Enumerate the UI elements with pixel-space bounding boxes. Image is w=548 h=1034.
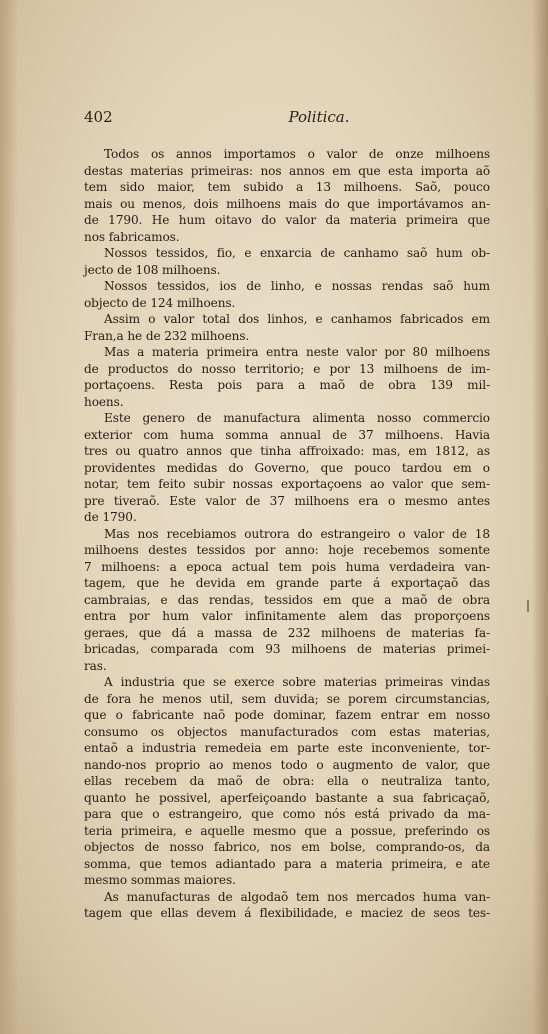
text-line: nando-nos proprio ao menos todo o augmento de valor, que [84,757,490,772]
text-line: 7 milhoens: a epoca actual tem pois huma verdadeira van- [84,559,490,574]
text-line: de 1790. [84,510,137,524]
page-number: 402 [84,108,113,126]
text-line: Nossos tessidos, fio, e enxarcia de canhamo saõ hum ob- [104,246,490,260]
text-line: teria primeira, e aquelle mesmo que a possue, preferindo os [84,823,490,838]
text-line: pre tiveraõ. Este valor de 37 milhoens era o mesmo antes [84,493,490,508]
text-line: de productos do nosso territorio; e por 13 milhoens de im- [84,361,490,376]
text-line: objectos de nosso fabrico, nos em bolse, comprando-os, da [84,840,490,854]
text-line: notar, tem feito subir nossas exportaçoens ao valor que sem- [84,477,490,491]
page-shadow-left [0,0,18,1034]
text-line: A industria que se exerce sobre materias primeiras vindas [104,675,490,689]
margin-mark [527,600,529,612]
text-line: de fora he menos util, sem duvida; se porem circumstancias, [84,691,490,706]
text-line: ellas recebem da maõ de obra: ella o neutraliza tanto, [84,774,490,788]
text-line: geraes, que dá a massa de 232 milhoens de materias fa- [84,625,490,640]
page-header [84,108,494,130]
text-line: jecto de 108 milhoens. [84,262,221,277]
text-line: tres ou quatro annos que tinha affroixado: mas, em 1812, as [84,444,490,458]
text-line: Assim o valor total dos linhos, e canhamos fabricados em [104,312,490,326]
text-line: tagem que ellas devem á flexibilidade, e maciez de seos tes- [84,906,490,920]
text-line: exterior com huma somma annual de 37 milhoens. Havia [84,427,490,442]
text-line: consumo os objectos manufacturados com estas materias, [84,724,490,739]
text-line: nos fabricamos. [84,229,180,244]
text-line: de 1790. He hum oitavo do valor da materia primeira que [84,213,490,227]
text-line: tagem, que he devida em grande parte á exportaçaõ das [84,576,490,590]
body-text [84,146,490,922]
text-line: Fran,a he de 232 milhoens. [84,328,250,343]
text-line: mesmo sommas maiores. [84,873,236,887]
text-line: cambraias, e das rendas, tessidos em que a maõ de obra [84,592,490,607]
text-line: para que o estrangeiro, que como nós está privado da ma- [84,807,490,821]
text-line: Nossos tessidos, ios de linho, e nossas rendas saõ hum [104,279,490,293]
page-shadow-right [532,0,548,1034]
text-line: Este genero de manufactura alimenta nosso commercio [104,411,490,425]
text-line: hoens. [84,394,124,409]
text-line: que o fabricante naõ pode dominar, fazem entrar em nosso [84,708,490,722]
text-line: As manufacturas de algodaõ tem nos mercados huma van- [104,889,490,904]
running-title: Politica. [288,108,350,126]
text-line: entaõ a industria remedeia em parte este inconveniente, tor- [84,741,490,755]
text-line: mais ou menos, dois milhoens mais do que importávamos an- [84,196,490,211]
text-line: Mas a materia primeira entra neste valor por 80 milhoens [104,345,490,359]
text-line: milhoens destes tessidos por anno: hoje recebemos somente [84,543,490,557]
text-line: providentes medidas do Governo, que pouco tardou em o [84,460,490,475]
text-line: objecto de 124 milhoens. [84,295,236,310]
text-line: Todos os annos importamos o valor de onze milhoens [104,147,490,161]
text-line: Mas nos recebiamos outrora do estrangeiro o valor de 18 [104,526,490,541]
text-line: entra por hum valor infinitamente alem das proporçoens [84,609,490,623]
text-line: destas materias primeiras: nos annos em que esta importa aõ [84,163,490,178]
text-line: somma, que temos adiantado para a materia primeira, e ate [84,856,490,871]
text-line: tem sido maior, tem subido a 13 milhoens. Saõ, pouco [84,180,490,194]
text-line: ras. [84,658,107,673]
text-line: portaçoens. Resta pois para a maõ de obra 139 mil- [84,378,490,392]
text-line: bricadas, comparada com 93 milhoens de materias primei- [84,642,490,656]
text-line: quanto he possivel, aperfeiçoando bastante a sua fabricaçaõ, [84,790,490,805]
